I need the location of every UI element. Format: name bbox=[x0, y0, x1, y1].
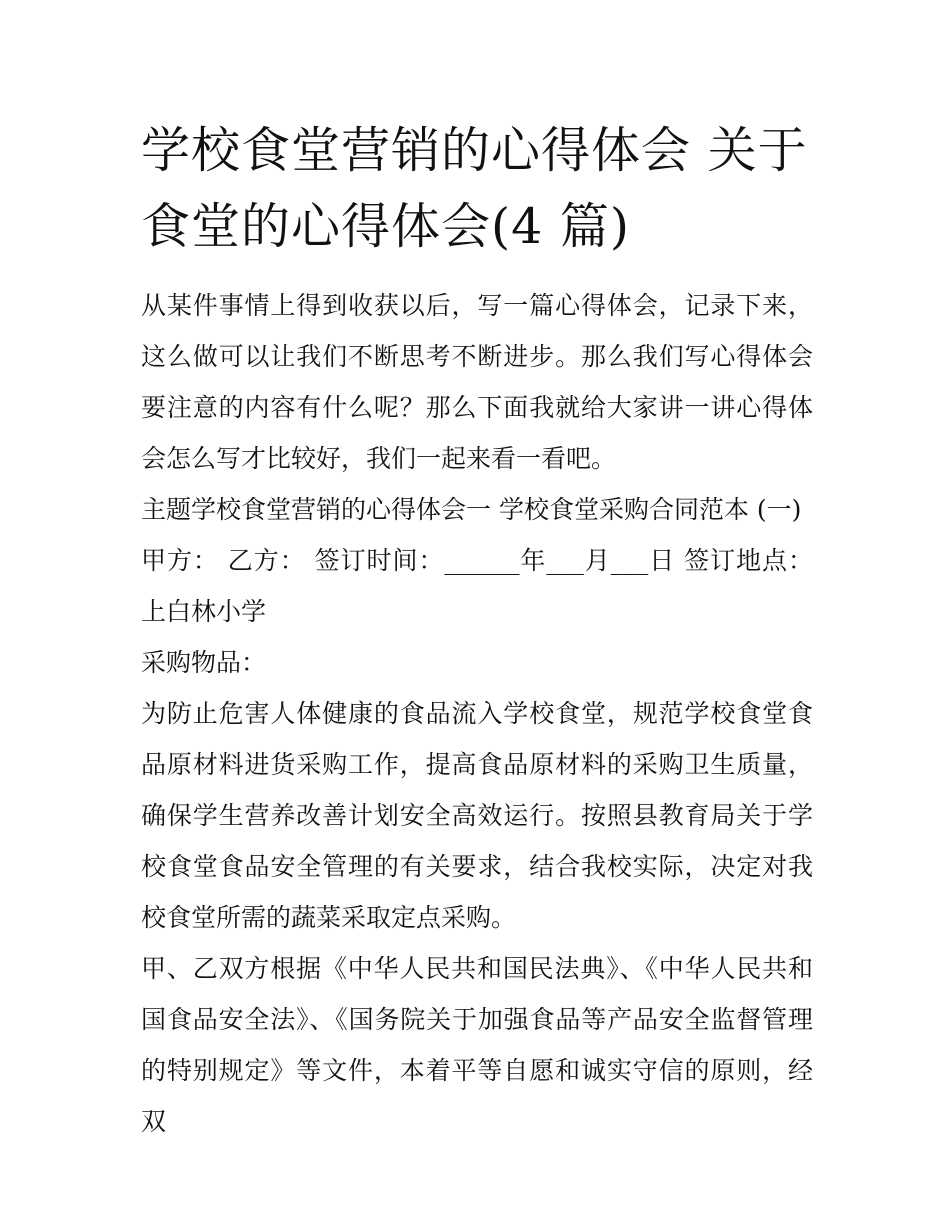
paragraph-contract-parties: 甲方： 乙方： 签订时间：______年___月___日 签订地点：上白林小学 bbox=[141, 546, 813, 626]
title-line: 学校食堂营销的心得体会 关于 bbox=[141, 122, 808, 179]
paragraph-intro: 从某件事情上得到收获以后，写一篇心得体会，记录下来，这么做可以让我们不断思考不断进步。那么我们写心得体会要注意的内容有什么呢？那么下面我就给大家讲一讲心得体会怎么写才比较好，我们一起来看一看吧。 bbox=[141, 291, 813, 473]
title-line: 食堂的心得体会(4 篇) bbox=[141, 198, 630, 255]
paragraph-purpose: 为防止危害人体健康的食品流入学校食堂，规范学校食堂食品原材料进货采购工作，提高食品原材料的采购卫生质量，确保学生营养改善计划安全高效运行。按照县教育局关于学校食堂食品安全管理的有关要求，结合我校实际，决定对我校食堂所需的蔬菜采取定点采购。 bbox=[141, 699, 813, 932]
document-content bbox=[141, 113, 813, 1147]
document-body bbox=[141, 280, 813, 1147]
document-title bbox=[141, 113, 813, 265]
paragraph-topic-heading: 主题学校食堂营销的心得体会一 学校食堂采购合同范本 (一) bbox=[141, 495, 802, 524]
paragraph-legal-basis: 甲、乙双方根据《中华人民共和国民法典》、《中华人民共和国食品安全法》、《国务院关于加强食品等产品安全监督管理的特别规定》等文件，本着平等自愿和诚实守信的原则，经双 bbox=[141, 954, 813, 1136]
paragraph-purchase-items: 采购物品： bbox=[141, 648, 267, 677]
